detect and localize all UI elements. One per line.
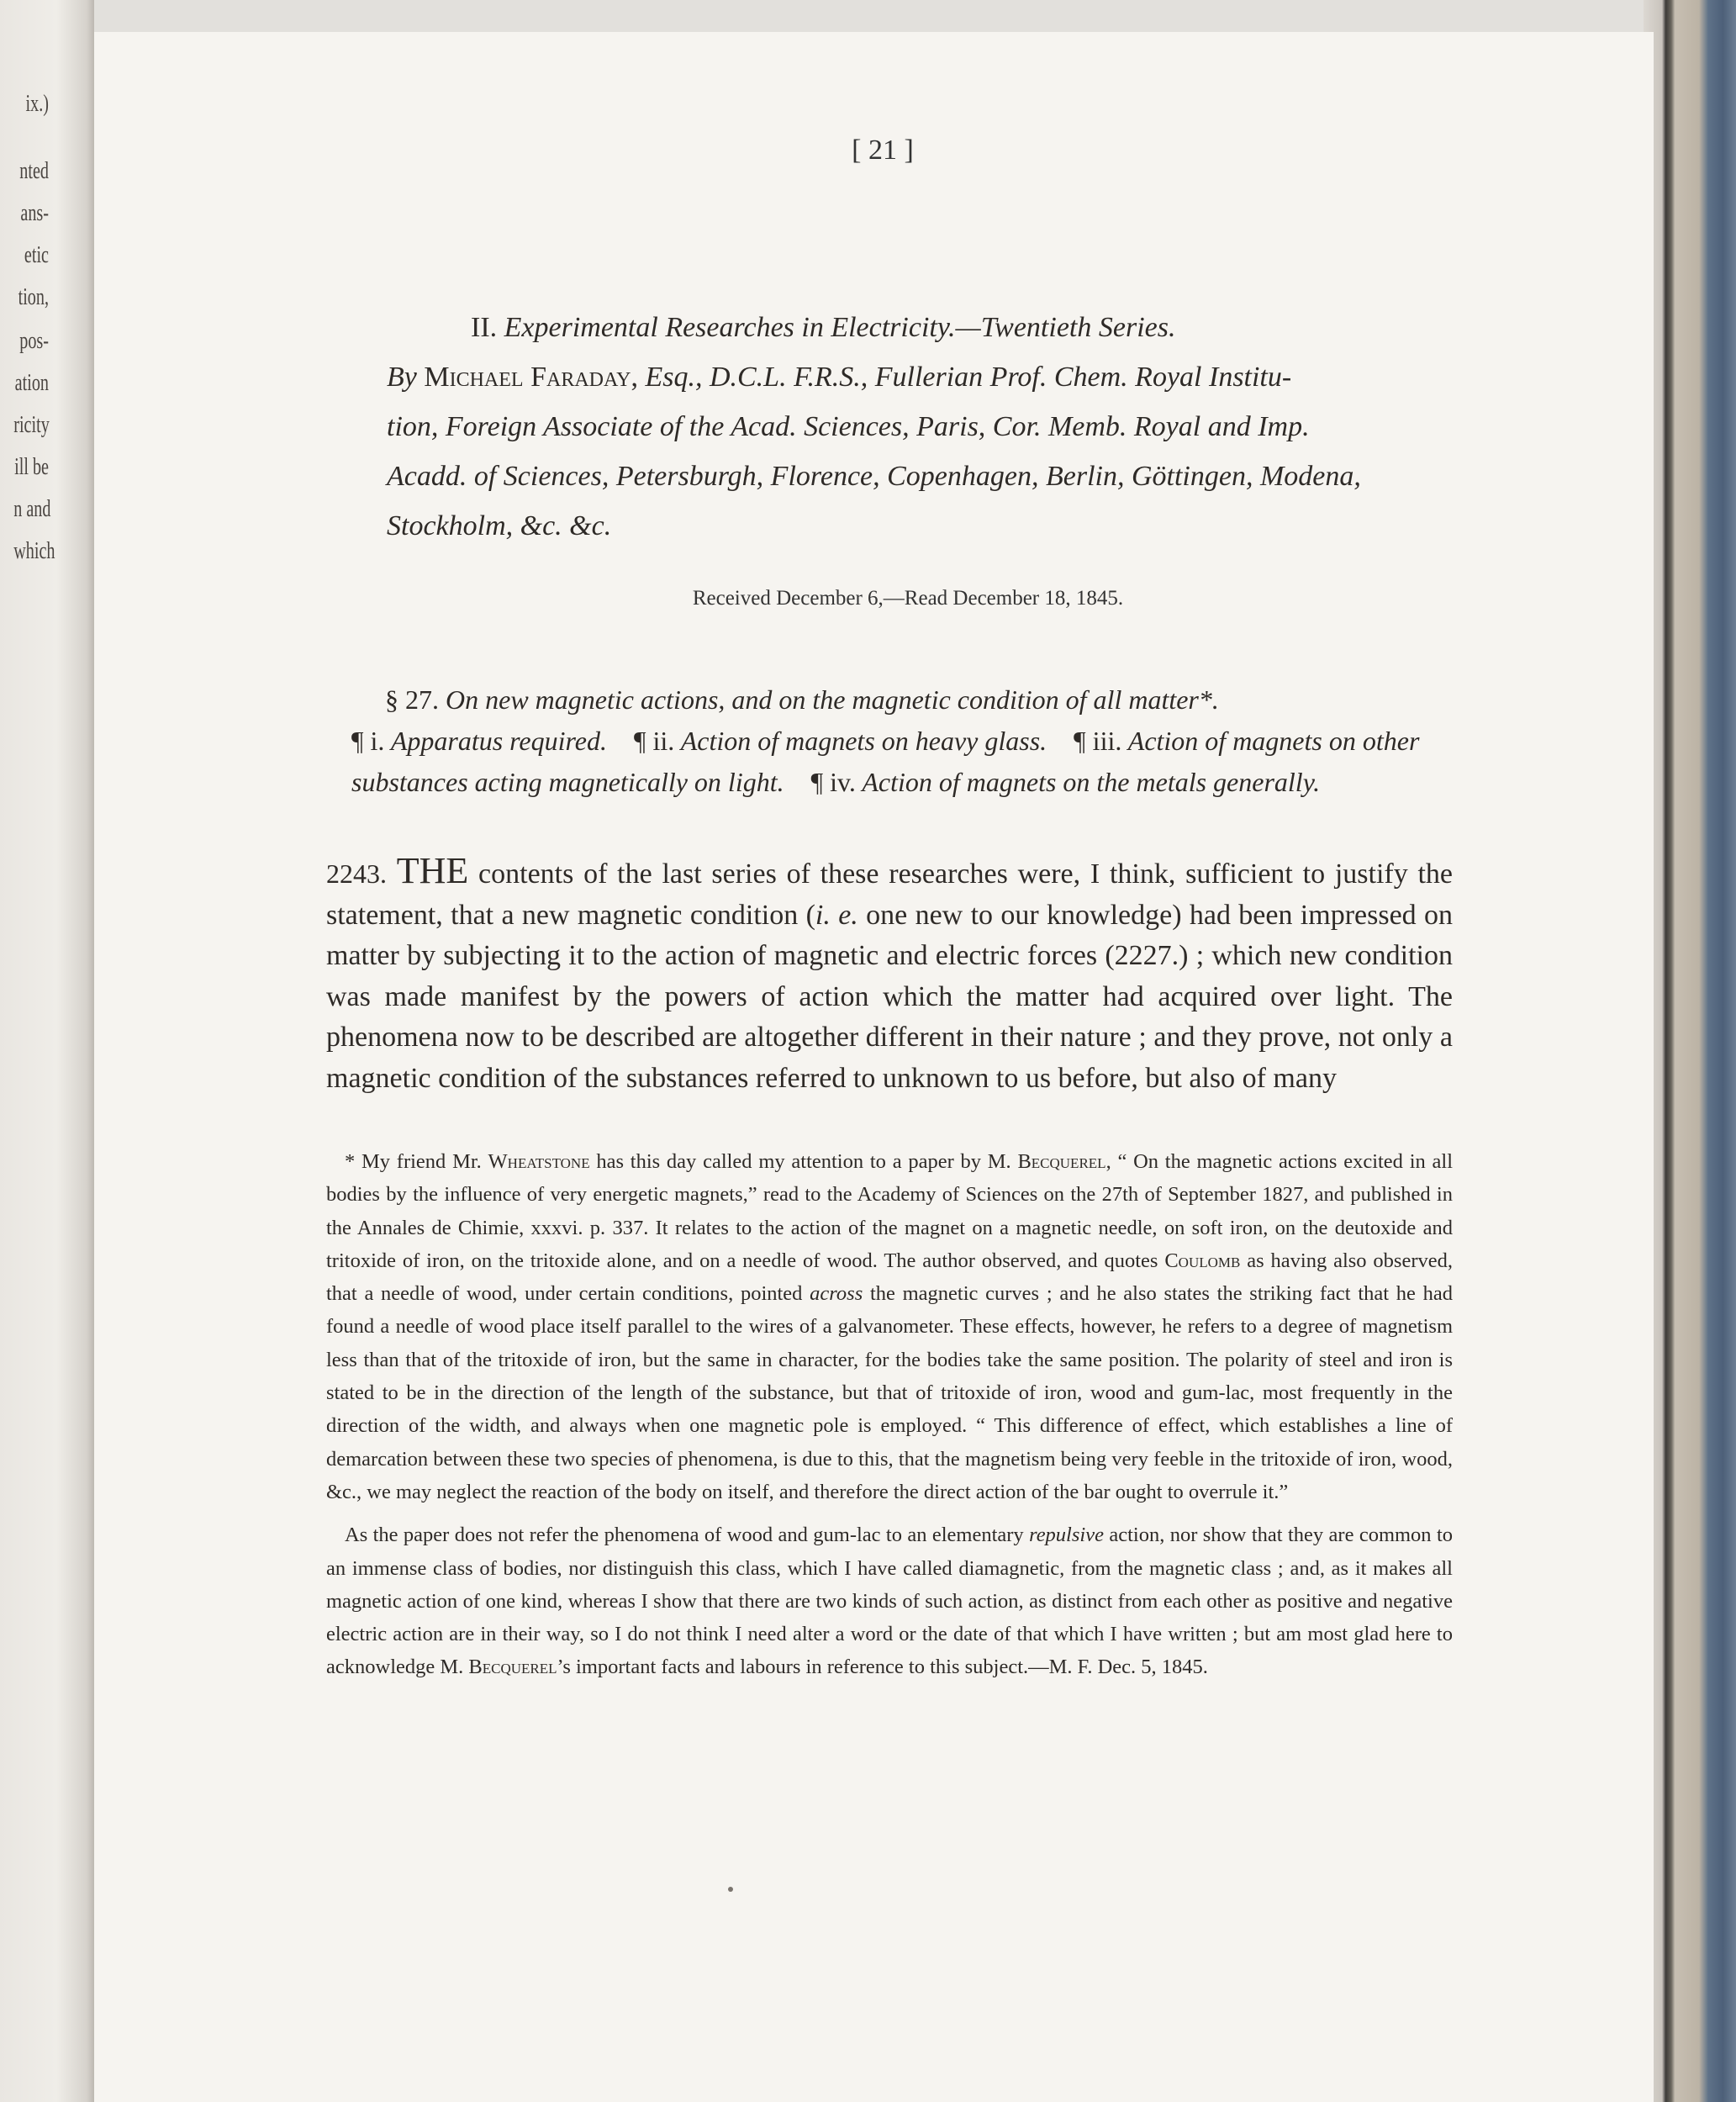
page-number: [ 21 ] [852,135,914,166]
article-title-block [387,303,1463,551]
section-number: § 27. [385,684,439,715]
facing-page-fragment: pos- [19,328,49,354]
author-name: Michael Faraday, [424,362,638,393]
subsection-title: Action of magnets on the metals generally. [862,767,1321,797]
paragraph-number: 2243. [326,858,387,889]
credentials-line: Stockholm, &c. &c. [387,510,612,541]
subsection-title: Action of magnets on other substances acting magnetically on light. [351,726,1420,797]
paragraph-dropcap: THE [396,850,469,891]
article-title: II. Experimental Researches in Electricity.—Twentieth Series. [471,312,1176,343]
credentials-line: Acadd. of Sciences, Petersburgh, Florence, Copenhagen, Berlin, Göttingen, Modena, [387,461,1361,492]
section-title: On new magnetic actions, and on the magnetic condition of all matter*. [446,684,1219,715]
facing-page-fragment: ix.) [25,91,49,117]
main-paragraph: 2243. THE contents of the last series of these researches were, I think, sufficient to justify the statement, that a new magnetic condition (i. e. one new to our knowledge) had been impressed on matter by subjecting it to the action of magnetic and electric forces (2227.) ; which new condition was made manifest by the powers of action which the matter had acquired over light. The phenomena now to be described are altogether different in their nature ; and they prove, not only a magnetic condition of the substances referred to unknown to us before, but also of many [326,850,1454,1094]
section-heading: § 27. On new magnetic actions, and on the magnetic condition of all matter*. ¶ i. Apparatus required. ¶ ii. Action of magnets on heavy glass. ¶ iii. Action of magnets on other substances acting magnetically on light. ¶ iv. Action of magnets on the metals generally. [351,684,1420,797]
author-line: By Michael Faraday, Esq., D.C.L. F.R.S., Fullerian Prof. Chem. Royal Institu- [387,362,1292,393]
credentials-line: tion, Foreign Associate of the Acad. Sciences, Paris, Cor. Memb. Royal and Imp. [387,411,1310,442]
facing-page-fragment: n and [13,496,51,522]
facing-page-edge [0,0,94,2102]
facing-page-fragment: ricity [13,412,50,438]
received-date: Received December 6,—Read December 18, 1845. [692,587,1124,610]
facing-page-fragment: etic [24,242,49,268]
footnote [326,1145,1453,1684]
top-shadow [94,0,1654,34]
facing-page-fragment: tion, [18,284,49,310]
facing-page-fragment: which [13,538,55,564]
facing-page-fragment: ans- [20,200,49,226]
facing-page-fragment: ation [14,370,49,396]
subsection-title: Action of magnets on heavy glass. [680,726,1047,756]
footnote-paragraph: * My friend Mr. Wheatstone has this day called my attention to a paper by M. Becquerel, “ On the magnetic actions excited in all bodies by the influence of very energetic magnets,” read to the Academy of Sciences on the 27th of September 1827, and published in the Annales de Chimie, xxxvi. p. 337. It relates to the action of the magnet on a magnetic needle, on soft iron, on the deutoxide and tritoxide of iron, on the tritoxide alone, and on a needle of wood. The author observed, and quotes Coulomb as having also observed, that a needle of wood, under certain conditions, pointed across the magnetic curves ; and he also states the striking fact that he had found a needle of wood place itself parallel to the wires of a galvanometer. These effects, however, he refers to a degree of magnetism less than that of the tritoxide of iron, but the same in character, for the bodies take the same position. The polarity of steel and iron is stated to be in the direction of the length of the substance, but that of tritoxide of iron, wood and gum-lac, most frequently in the direction of the width, and always when one magnetic pole is employed. “ This difference of effect, which establishes a line of demarcation between these two species of phenomena, is due to this, that the magnetism being very feeble in the tritoxide of iron, wood, &c., we may neglect the reaction of the body on itself, and therefore the direct action of the bar ought to overrule it.” [326,1150,1454,1503]
footnote-paragraph: As the paper does not refer the phenomena of wood and gum-lac to an elementary repulsive action, nor show that they are common to an immense class of bodies, nor distinguish this class, which I have called diamagnetic, from the magnetic class ; and, as it makes all magnetic action of one kind, whereas I show that there are two kinds of such action, as distinct from each other as positive and negative electric action are in their way, so I do not think I need alter a word or the date of that which I have written ; but am most glad here to acknowledge M. Becquerel’s important facts and labours in reference to this subject.—M. F. Dec. 5, 1845. [326,1524,1453,1679]
ink-dot [728,1887,733,1892]
book-cover-edge [1644,0,1736,2102]
facing-page-fragment: ill be [14,454,50,480]
subsection-title: Apparatus required. [390,726,607,756]
facing-page-fragment: nted [19,158,49,184]
